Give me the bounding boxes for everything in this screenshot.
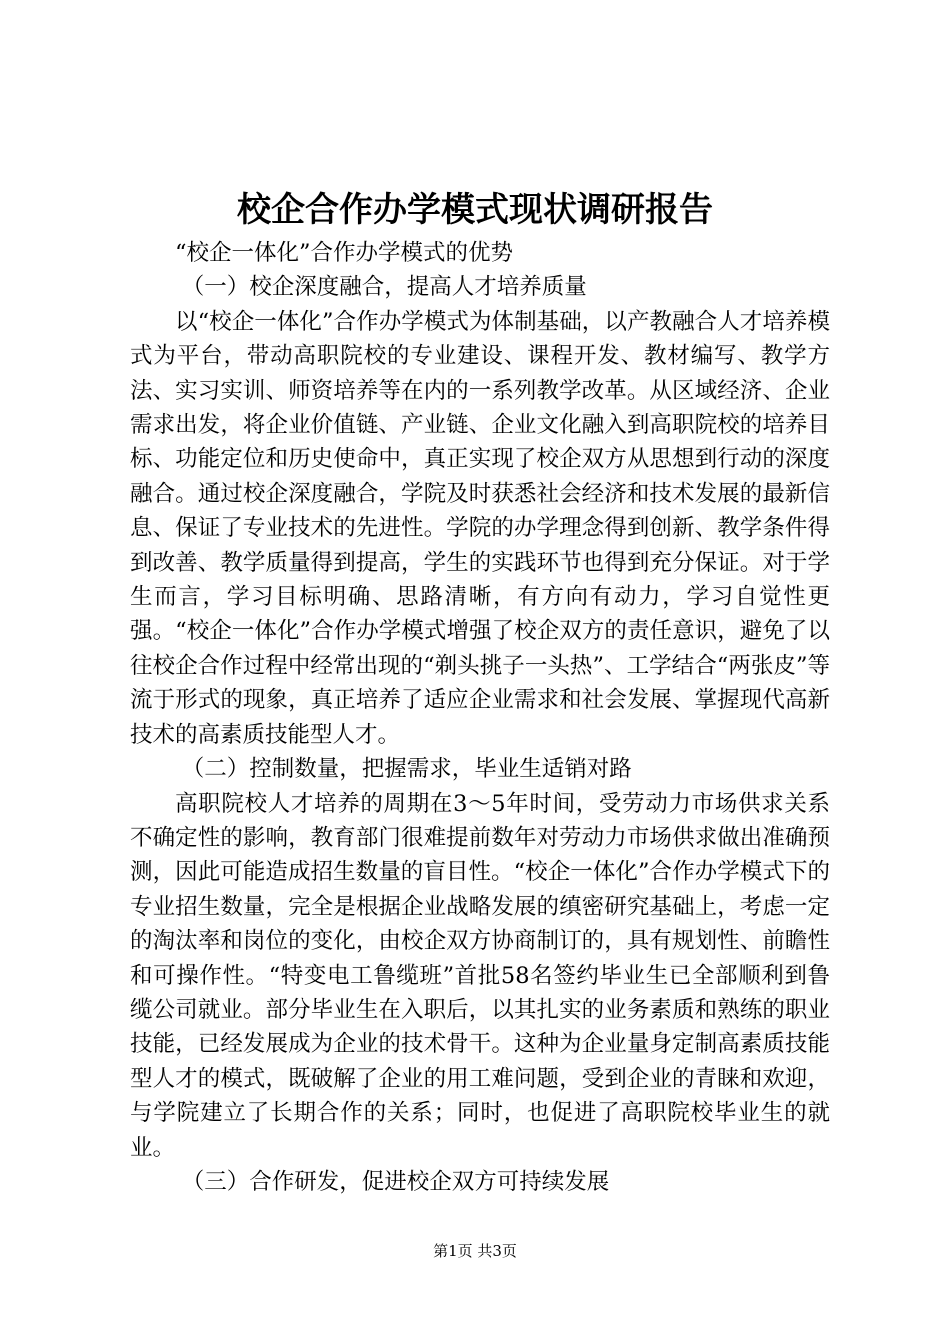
section-heading: “校企一体化”合作办学模式的优势 (175, 240, 514, 266)
subsection-heading-3: （三）合作研发，促进校企双方可持续发展 (181, 1168, 610, 1195)
body-paragraph-1: 以“校企一体化”合作办学模式为体制基础，以产教融合人才培养模式为平台，带动高职院校的专业建设、课程开发、教材编写、教学方法、实习实训、师资培养等在内的一系列教学改革。从区域经济、企业需求出发，将企业价值链、产业链、企业文化融入到高职院校的培养目标、功能定位和历史使命中，真正实现了校企双方从思想到行动的深度融合。通过校企深度融合，学院及时获悉社会经济和技术发展的最新信息、保证了专业技术的先进性。学院的办学理念得到创新、教学条件得到改善、教学质量得到提高，学生的实践环节也得到充分保证。对于学生而言，学习目标明确、思路清晰，有方向有动力，学习自觉性更强。“校企一体化”合作办学模式增强了校企双方的责任意识，避免了以往校企合作过程中经常出现的“剃头挑子一头热”、工学结合“两张皮”等流于形式的现象，真正培养了适应企业需求和社会发展、掌握现代高新技术的高素质技能型人才。 (130, 308, 830, 748)
document-title: 校企合作办学模式现状调研报告 (237, 190, 713, 230)
page-footer: 第1页 共3页 (433, 1242, 517, 1260)
subsection-heading-1: （一）校企深度融合，提高人才培养质量 (181, 274, 587, 301)
body-paragraph-2: 高职院校人才培养的周期在3～5年时间，受劳动力市场供求关系不确定性的影响，教育部门很难提前数年对劳动力市场供求做出准确预测，因此可能造成招生数量的盲目性。“校企一体化”合作办学模式下的专业招生数量，完全是根据企业战略发展的缜密研究基础上，考虑一定的淘汰率和岗位的变化，由校企双方协商制订的，具有规划性、前瞻性和可操作性。“特变电工鲁缆班”首批58名签约毕业生已全部顺利到鲁缆公司就业。部分毕业生在入职后，以其扎实的业务素质和熟练的职业技能，已经发展成为企业的技术骨干。这种为企业量身定制高素质技能型人才的模式，既破解了企业的用工难问题，受到企业的青睐和欢迎，与学院建立了长期合作的关系；同时，也促进了高职院校毕业生的就业。 (130, 790, 830, 1161)
subsection-heading-2: （二）控制数量，把握需求，毕业生适销对路 (181, 756, 632, 783)
document-body (130, 236, 830, 1199)
